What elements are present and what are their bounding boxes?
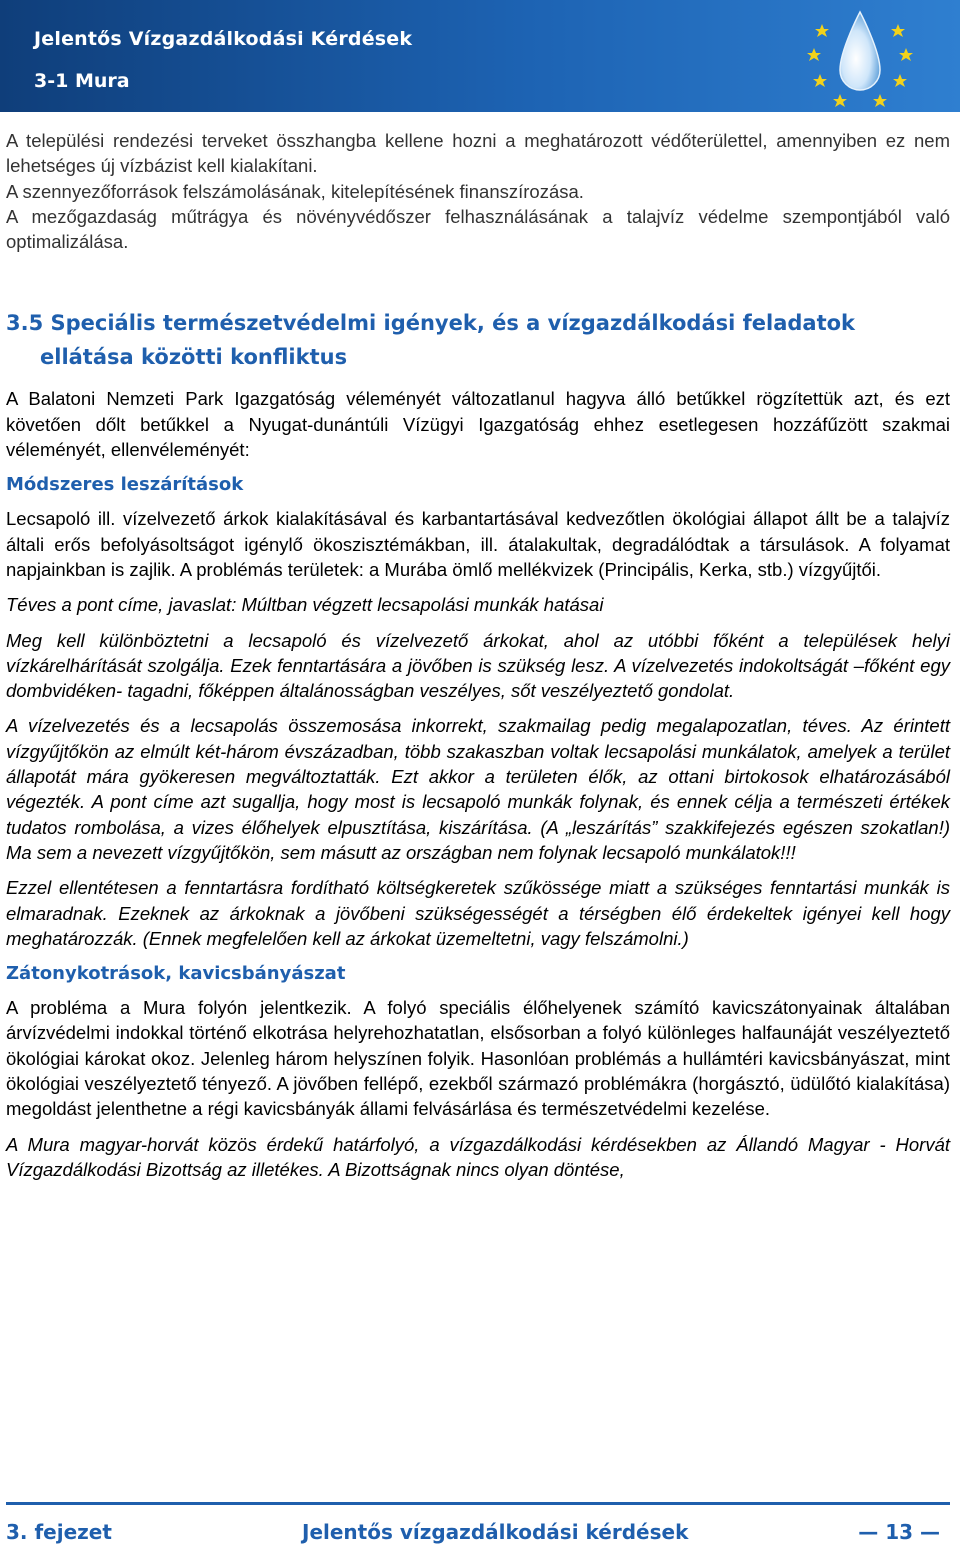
header-title: Jelentős Vízgazdálkodási Kérdések: [34, 28, 413, 50]
page-header: [0, 0, 960, 112]
subsection-heading-gravel: Zátonykotrások, kavicsbányászat: [6, 963, 346, 985]
section-title: 3.5 Speciális természetvédelmi igények, és a vízgazdálkodási feladatok ellátása közötti konfliktus: [6, 311, 856, 370]
drainage-paragraph-2: Téves a pont címe, javaslat: Múltban végzett lecsapolási munkák hatásai: [6, 594, 604, 616]
section-intro: A Balatoni Nemzeti Park Igazgatóság véleményét változatlanul hagyva álló betűkkel rögzítettük azt, és ezt követően dőlt betűkkel a Nyugat-dunántúli Vízügyi Igazgatóság ehhez esetlegesen hozzáfűzött szakmai véleményét, ellenvéleményét:: [6, 388, 950, 461]
subsection-heading-drainage: Módszeres leszárítások: [6, 474, 244, 496]
footer-rule: [6, 1502, 950, 1505]
page-content: [6, 128, 950, 1182]
drainage-paragraph-3: Meg kell különböztetni a lecsapoló és vízelvezető árkokat, ahol az utóbbi főként a települések helyi vízkárelhárítását szolgálja. Ezek fenntartására a jövőben is szükség lesz. A vízelvezetés indokoltságát –főként egy dombvidéken- tagadni, főképpen általánosságban veszélyes, sőt veszélyeztető gondolat.: [6, 629, 950, 702]
gravel-paragraph-1: A probléma a Mura folyón jelentkezik. A folyó speciális élőhelyenek számító kavicszátonyainak általában árvízvédelmi indokkal történő elkotrása helyrehozhatatlan, elsősorban a folyó különleges halfaunáját veszélyeztető ökológiai károkat okoz. Jelenleg három helyszínen folyik. Hasonlóan problémás a hullámtéri kavicsbányászat, mint ökológiai veszélyeztető tényező. A jövőben fellépő, ezekből származó problémákra (horgásztó, üdülőtó kialakítása) megoldást jelenthetne a régi kavicsbányák állami felvásárlása és természetvédelmi kezelése.: [6, 997, 950, 1120]
intro-paragraph-2: A szennyezőforrások felszámolásának, kitelepítésének finanszírozása.: [6, 180, 584, 202]
gravel-paragraph-2: A Mura magyar-horvát közös érdekű határfolyó, a vízgazdálkodási kérdésekben az Állandó Magyar - Horvát Vízgazdálkodási Bizottság az illetékes. A Bizottságnak nincs olyan döntése,: [6, 1133, 950, 1180]
footer-title: Jelentős vízgazdálkodási kérdések: [302, 1520, 689, 1544]
water-drop-stars-logo-icon: [800, 4, 920, 108]
page-number: — 13 —: [858, 1520, 940, 1544]
header-subtitle: 3-1 Mura: [34, 70, 130, 92]
drainage-paragraph-5: Ezzel ellentétesen a fenntartásra fordítható költségkeretek szűkössége miatt a szükséges fenntartási munkák is elmaradnak. Ezeknek az árkoknak a jövőbeni szükségességét a térségben élő érdekeltek igényei kell hogy meghatározzák. (Ennek megfelelően kell az árkokat üzemeltetni, vagy felszámolni.): [6, 877, 950, 949]
intro-paragraph-3: A mezőgazdaság műtrágya és növényvédőszer felhasználásának a talajvíz védelme szempontjából való optimalizálása.: [6, 205, 950, 253]
drainage-paragraph-4: A vízelvezetés és a lecsapolás összemosása inkorrekt, szakmailag pedig megalapozatlan, téves. Az érintett vízgyűjtőkön az elmúlt két-három évszázadban, több szakaszban voltak lecsapolási munkálatok, amelyek a terület állapotát mára gyökeresen megváltoztatták. Ezt akkor a területen élők, az ottani birtokosok elhatározásából végezték. A pont címe azt sugallja, hogy most is lecsapoló munkák folynak, és ennek célja a természeti értékek tudatos rombolása, a vizes élőhelyek elpusztítása, kiszárítása. (A „leszárítás” szakkifejezés egészen szokatlan!) Ma sem a nevezett vízgyűjtőkön, sem másutt az országban nem folynak lecsapoló munkálatok!!!: [6, 715, 950, 863]
intro-paragraph-1: A települési rendezési terveket összhangba kellene hozni a meghatározott védőterülettel, amennyiben ez nem lehetséges új vízbázist kell kialakítani.: [6, 130, 950, 177]
drainage-paragraph-1: Lecsapoló ill. vízelvezető árkok kialakításával és karbantartásával kedvezőtlen ökológiai állapot állt be a talajvíz általi erős befolyásoltságot igénylő ökoszisztémákban, ill. átalakultak, degradálódtak a társulások. A folyamat napjainkban is zajlik. A problémás területek: a Murába ömlő mellékvizek (Principális, Kerka, stb.) vízgyűjtői.: [6, 508, 950, 580]
footer-chapter: 3. fejezet: [6, 1520, 112, 1544]
